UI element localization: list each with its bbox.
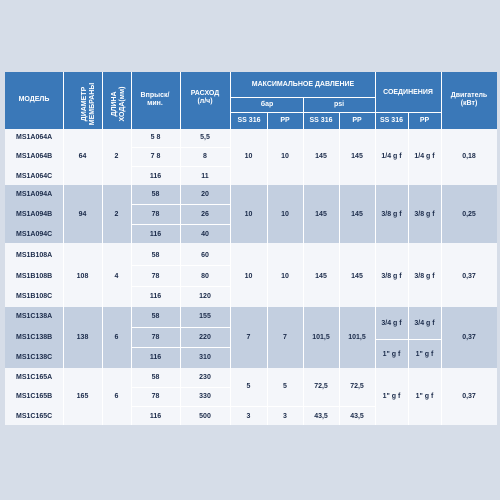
divider [131,147,230,148]
col-motor-header-line1: Двигатель [450,92,488,99]
strokes-value: 116 [149,231,162,238]
pressure-bar-ss-value: 3 [246,413,251,420]
divider [131,72,132,129]
pressure-psi-ss-value: 145 [315,211,327,218]
pressure-psi-ss-value: 72,5 [314,383,328,390]
strokes-value: 7 8 [150,153,161,160]
flow-value: 155 [199,313,211,320]
model-name: MS1B108B [16,273,53,280]
sub-header-ss316: SS 316 [309,117,333,124]
pressure-psi-pp-value: 101,5 [348,334,366,341]
connection-ss-value: 1" g f [382,351,401,358]
flow-value: 26 [201,211,209,218]
flow-value: 330 [199,393,211,400]
sub-header-ss316: SS 316 [380,117,403,124]
model-name: MS1C138B [16,334,53,341]
divider [408,112,409,129]
flow-value: 60 [201,252,209,259]
pressure-psi-ss-value: 101,5 [312,334,330,341]
divider [267,112,268,129]
divider [102,72,103,129]
connection-pp-value: 3/4 g f [414,320,435,327]
pressure-bar-pp-value: 3 [283,413,287,420]
col-pressure-header: МАКСИМАЛЬНОЕ ДАВЛЕНИЕ [251,81,355,88]
model-name: MS1C138A [16,313,53,320]
divider [131,406,230,407]
flow-value: 230 [199,374,211,381]
strokes-value: 78 [151,393,160,400]
connection-pp-value: 3/8 g f [414,273,435,280]
divider [230,406,375,407]
divider [63,72,64,129]
diameter-value: 64 [78,153,87,160]
strokes-value: 58 [151,191,160,198]
col-connections-header: СОЕДИНЕНИЯ [383,89,433,96]
motor-value: 0,18 [462,153,476,160]
divider [231,112,441,113]
connection-ss-value: 1/4 g f [381,153,402,160]
col-stroke-header [111,74,127,134]
pressure-psi-pp-value: 145 [351,273,363,280]
stroke-length-value: 4 [114,273,119,280]
divider [131,286,230,287]
flow-value: 120 [199,293,211,300]
connection-pp-value: 1/4 g f [414,153,435,160]
pressure-bar-ss-value: 10 [244,153,253,160]
flow-value: 8 [203,153,207,160]
diameter-value: 108 [76,273,89,280]
divider [131,265,230,266]
connection-ss-value: 3/8 g f [381,273,402,280]
strokes-value: 5 8 [150,134,161,141]
strokes-value: 78 [151,211,160,218]
divider [375,339,441,340]
pressure-bar-pp-value: 7 [283,334,287,341]
strokes-value: 58 [151,374,160,381]
pressure-psi-pp-value: 145 [351,211,363,218]
pressure-psi-ss-value: 145 [315,273,327,280]
col-strokes-header-line2: мин. [147,100,163,107]
pressure-bar-ss-value: 10 [244,211,253,218]
col-stroke-header-line1: ДЛИНА [111,91,118,117]
flow-value: 5,5 [200,134,210,141]
sub-header-ss316: SS 316 [237,117,261,124]
strokes-value: 116 [149,413,162,420]
model-name: MS1C165B [16,393,53,400]
pressure-bar-ss-value: 7 [246,334,251,341]
connection-ss-value: 3/4 g f [381,320,402,327]
pressure-bar-pp-value: 10 [281,273,289,280]
col-model-header: МОДЕЛЬ [18,96,50,103]
table-header [5,72,497,129]
pressure-psi-ss-value: 145 [315,153,327,160]
flow-value: 40 [201,231,209,238]
divider [339,112,340,129]
model-name: MS1B108A [16,252,53,259]
motor-value: 0,25 [462,211,476,218]
divider [131,224,230,225]
col-strokes-header [131,92,179,108]
col-flow-header [181,90,229,106]
motor-value: 0,37 [462,393,476,400]
col-psi-header: psi [333,101,345,108]
col-flow-header-line1: РАСХОД [190,90,220,97]
sub-header-pp: PP [352,117,362,124]
flow-value: 310 [199,354,211,361]
pressure-psi-pp-value: 43,5 [350,413,364,420]
pressure-bar-ss-value: 5 [246,383,251,390]
diameter-value: 94 [78,211,87,218]
model-name: MS1A064A [16,134,53,141]
pressure-psi-pp-value: 72,5 [350,383,364,390]
flow-value: 11 [201,173,209,180]
connection-pp-value: 1" g f [415,351,434,358]
stroke-length-value: 2 [114,211,119,218]
col-stroke-header-line2: ХОДА(мм) [119,86,126,122]
model-name: MS1A064C [16,173,53,180]
divider [180,72,181,129]
strokes-value: 116 [149,173,162,180]
col-diameter-header [81,74,97,134]
stroke-length-value: 6 [114,393,119,400]
connection-pp-value: 1" g f [415,393,434,400]
connection-pp-value: 3/8 g f [414,211,435,218]
sub-header-pp: PP [280,117,290,124]
model-name: MS1A094C [16,231,53,238]
model-name: MS1C165A [16,374,53,381]
model-name: MS1C165C [16,413,53,420]
col-motor-header-line2: (кВт) [460,100,478,107]
flow-value: 500 [199,413,211,420]
strokes-value: 116 [149,293,162,300]
model-name: MS1A094B [16,211,53,218]
motor-value: 0,37 [462,273,476,280]
model-name: MS1B108C [16,293,53,300]
stroke-length-value: 2 [114,153,119,160]
divider [131,204,230,205]
flow-value: 220 [199,334,211,341]
motor-value: 0,37 [462,334,476,341]
col-diameter-header-line2: МЕМБРАНЫ [89,82,96,126]
divider [441,72,442,129]
col-strokes-header-line1: Впрыск/ [140,92,170,99]
sub-header-pp: PP [419,117,430,124]
strokes-value: 58 [151,313,160,320]
pressure-bar-pp-value: 10 [281,153,289,160]
strokes-value: 116 [149,354,162,361]
divider [375,72,376,129]
divider [303,97,304,129]
divider [131,327,230,328]
flow-value: 80 [201,273,209,280]
pressure-bar-ss-value: 10 [244,273,253,280]
model-name: MS1C138C [16,354,53,361]
diameter-value: 138 [76,334,89,341]
divider [131,387,230,388]
divider [230,72,231,129]
strokes-value: 78 [151,273,160,280]
col-flow-header-line2: (л/ч) [197,98,213,105]
col-motor-header [441,92,497,108]
pressure-bar-pp-value: 5 [283,383,287,390]
divider [131,166,230,167]
stroke-length-value: 6 [114,334,119,341]
connection-ss-value: 1" g f [382,393,401,400]
col-bar-header: бар [260,101,274,108]
model-name: MS1A064B [16,153,53,160]
strokes-value: 78 [151,334,160,341]
flow-value: 20 [201,191,209,198]
pressure-psi-pp-value: 145 [351,153,363,160]
strokes-value: 58 [151,252,160,259]
pressure-psi-ss-value: 43,5 [314,413,328,420]
col-diameter-header-line1: ДИАМЕТР [81,86,88,122]
model-name: MS1A094A [16,191,53,198]
connection-ss-value: 3/8 g f [381,211,402,218]
pressure-bar-pp-value: 10 [281,211,289,218]
divider [131,347,230,348]
diameter-value: 165 [76,393,89,400]
